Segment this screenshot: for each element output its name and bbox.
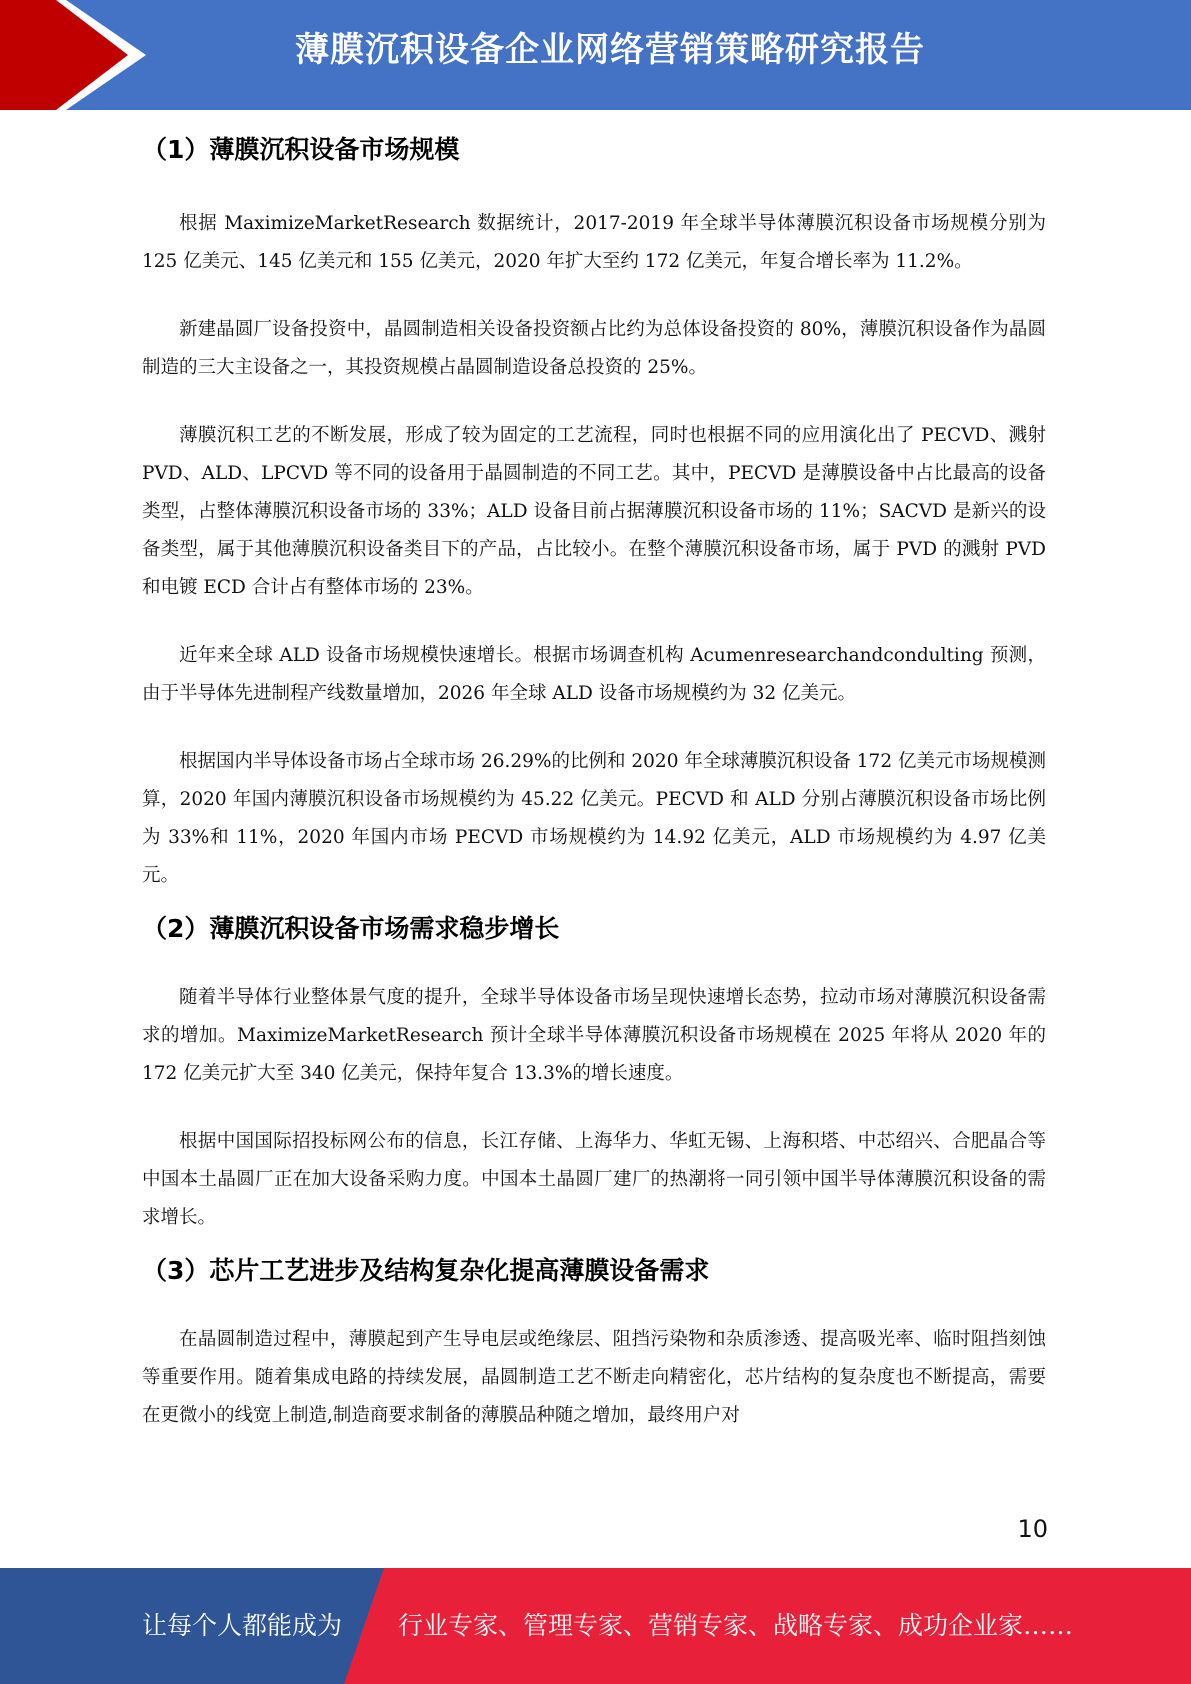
section-process-advance [142, 1251, 1046, 1435]
paragraph: 根据国内半导体设备市场占全球市场 26.29%的比例和 2020 年全球薄膜沉积设备 172 亿美元市场规模测算，2020 年国内薄膜沉积设备市场规模约为 45.22 亿美元。PECVD 和 ALD 分别占薄膜沉积设备市场比例为 33%和 11%，2020 年国内市场 PECVD 市场规模约为 14.92 亿美元，ALD 市场规模约为 4.97 亿美元。 [142, 751, 1046, 886]
paragraph: 根据中国国际招投标网公布的信息，长江存储、上海华力、华虹无锡、上海积塔、中芯绍兴、合肥晶合等中国本土晶圆厂正在加大设备采购力度。中国本土晶圆厂建厂的热潮将一同引领中国半导体薄膜沉积设备的需求增长。 [142, 1131, 1046, 1228]
section-heading: （1）薄膜沉积设备市场规模 [142, 135, 460, 164]
main-content [142, 120, 1046, 1435]
footer-slogan-right: 行业专家、管理专家、营销专家、战略专家、成功企业家…… [398, 1611, 1074, 1640]
footer-slogan-left: 让每个人都能成为 [142, 1611, 343, 1640]
section-market-size [142, 130, 1046, 895]
header-band [0, 0, 1191, 110]
section-heading: （3）芯片工艺进步及结构复杂化提高薄膜设备需求 [142, 1256, 710, 1285]
page-number: 10 [1017, 1515, 1048, 1543]
paragraph: 根据 MaximizeMarketResearch 数据统计，2017-2019 年全球半导体薄膜沉积设备市场规模分别为 125 亿美元、145 亿美元和 155 亿美元，2020 年扩大至约 172 亿美元，年复合增长率为 11.2%。 [142, 213, 1046, 272]
section-heading: （2）薄膜沉积设备市场需求稳步增长 [142, 914, 560, 943]
paragraph: 新建晶圆厂设备投资中，晶圆制造相关设备投资额占比约为总体设备投资的 80%，薄膜沉积设备作为晶圆制造的三大主设备之一，其投资规模占晶圆制造设备总投资的 25%。 [142, 319, 1046, 378]
report-title: 薄膜沉积设备企业网络营销策略研究报告 [295, 30, 925, 70]
paragraph: 近年来全球 ALD 设备市场规模快速增长。根据市场调查机构 Acumenresearchandcondulting 预测，由于半导体先进制程产线数量增加，2026 年全球 ALD 设备市场规模约为 32 亿美元。 [142, 645, 1046, 704]
paragraph: 随着半导体行业整体景气度的提升，全球半导体设备市场呈现快速增长态势，拉动市场对薄膜沉积设备需求的增加。MaximizeMarketResearch 预计全球半导体薄膜沉积设备市场规模在 2025 年将从 2020 年的 172 亿美元扩大至 340 亿美元，保持年复合 13.3%的增长速度。 [142, 987, 1046, 1084]
paragraph: 在晶圆制造过程中，薄膜起到产生导电层或绝缘层、阻挡污染物和杂质渗透、提高吸光率、临时阻挡刻蚀等重要作用。随着集成电路的持续发展，晶圆制造工艺不断走向精密化，芯片结构的复杂度也不断提高，需要在更微小的线宽上制造,制造商要求制备的薄膜品种随之增加，最终用户对 [142, 1329, 1046, 1426]
paragraph: 薄膜沉积工艺的不断发展，形成了较为固定的工艺流程，同时也根据不同的应用演化出了 PECVD、溅射 PVD、ALD、LPCVD 等不同的设备用于晶圆制造的不同工艺。其中，PECVD 是薄膜设备中占比最高的设备类型，占整体薄膜沉积设备市场的 33%；ALD 设备目前占据薄膜沉积设备市场的 11%；SACVD 是新兴的设备类型，属于其他薄膜沉积设备类目下的产品，占比较小。在整个薄膜沉积设备市场，属于 PVD 的溅射 PVD 和电镀 ECD 合计占有整体市场的 23%。 [142, 425, 1046, 598]
section-market-demand [142, 909, 1046, 1237]
footer-band [0, 1568, 1191, 1684]
header-chevron-decoration [0, 0, 160, 110]
